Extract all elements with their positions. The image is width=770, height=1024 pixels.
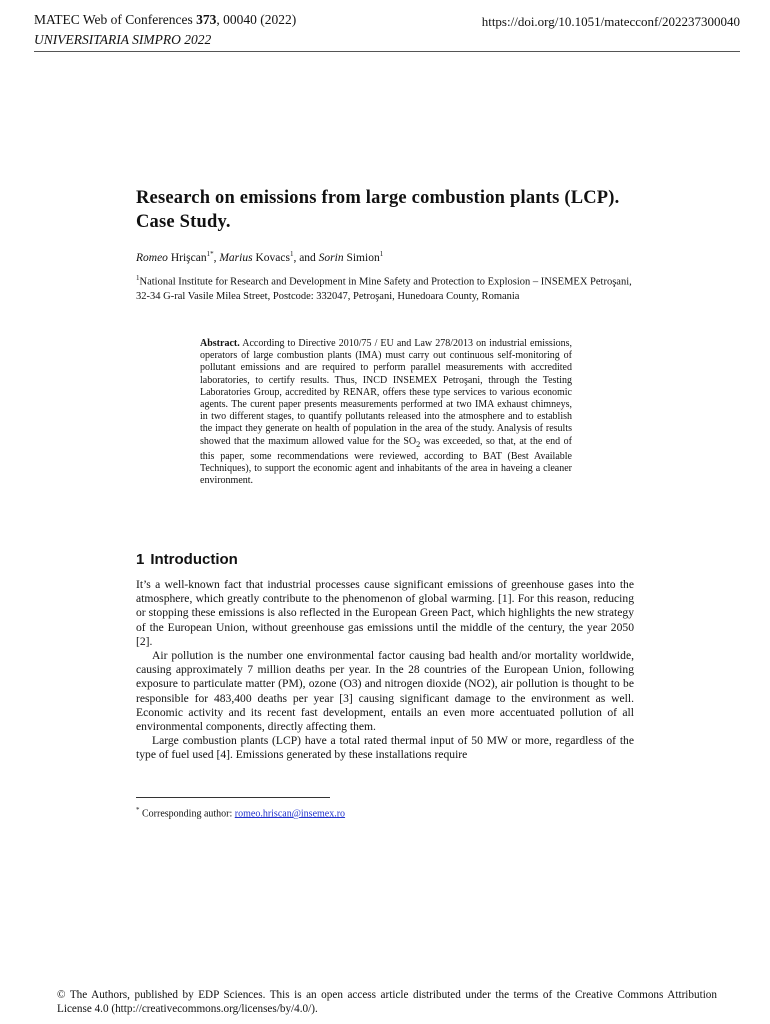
journal-volume: 373 (196, 12, 217, 27)
paper-title: Research on emissions from large combustion plants (LCP). Case Study. (136, 188, 620, 232)
article-number: , 00040 (2022) (216, 12, 297, 27)
corresponding-email-link[interactable]: romeo.hriscan@insemex.ro (234, 808, 346, 820)
author-list: Romeo Hrişcan$^{1*}$, Marius Kovacs$^1$, and Sorin Simion$^1$ (136, 250, 384, 264)
affiliation: $^1$National Institute for Research and Development in Mine Safety and Protection to Explosion – INSEMEX Petroşani, 32-34 G-ral Vasile Milea Street, Postcode: 332047, Petroşani, Hunedoara County, Romania (136, 274, 632, 302)
doi-link[interactable]: https://doi.org/10.1051/matecconf/202237300040 (481, 14, 740, 29)
author: Sorin Simion$^1$ (318, 250, 384, 264)
paragraph: Large combustion plants (LCP) have a total rated thermal input of 50 MW or more, regardless of the type of fuel used [4]. Emissions generated by these installations require (136, 734, 634, 762)
section-heading: 1 Introduction (136, 551, 238, 568)
journal-name: MATEC Web of Conferences (34, 12, 193, 27)
license-notice: © The Authors, published by EDP Sciences. This is an open access article distributed under the terms of the Creative Commons Attribution License 4.0 (http://creativecommons.org/licenses/by/4.0/). (57, 989, 717, 1015)
conference-name: UNIVERSITARIA SIMPRO 2022 (34, 32, 212, 47)
footnote: * Corresponding author: romeo.hriscan@insemex.ro (136, 806, 346, 820)
paragraph: Air pollution is the number one environmental factor causing bad health and/or mortality worldwide, causing approximately 7 million deaths per year. In the 28 countries of the European Union, following exposure to particulate matter (PM), ozone (O3) and nitrogen dioxide (NO2), air pollution is thought to be responsible for 483,400 deaths per year [3] causing significant damage to the environment as well. Economic activity and its recent fast development, entails an even more accentuated pollution of all environmental components, directly affecting them. (136, 649, 634, 734)
body-text (136, 578, 634, 763)
abstract: Abstract. According to Directive 2010/75 / EU and Law 278/2013 on industrial emissions, operators of large combustion plants (IMA) must carry out continuous self-monitoring of pollutant emissions and are required to perform parallel measurements with accredited laboratories, to certify results. Thus, INCD INSEMEX Petroşani, through the Testing Laboratories Group, accredited by RENAR, offers these type services to various economic agents. The curent paper presents measurements performed at two IMA exhaust chimneys, in two different stages, to quantify pollutants released into the atmosphere and to establish the impact they generate on health of population in the area of the study. Analysis of results showed that the maximum allowed value for the $SO_2$ was exceeded, so that, at the end of this paper, some recommendations were reviewed, according to BAT (Best Available Techniques), to support the economic agent and inhabitants of the area in haveing a cleaner environment. (200, 338, 572, 487)
header-rule (34, 51, 740, 52)
footnote-rule (136, 797, 330, 798)
paragraph: It’s a well-known fact that industrial processes cause significant emissions of greenhouse gases into the atmosphere, which greatly contribute to the phenomenon of global warming. [1]. For this reason, reducing or stopping these emissions is also reflected in the European Green Pact, which highlights the new strategy of the European Union, without greenhouse gas emissions until the middle of the century, the year 2050 [2]. (136, 578, 634, 648)
author: Marius Kovacs$^1$ (219, 250, 294, 264)
running-header (34, 10, 296, 50)
author: Romeo Hrişcan$^{1*}$ (136, 250, 214, 264)
abstract-label: Abstract. (200, 338, 240, 349)
